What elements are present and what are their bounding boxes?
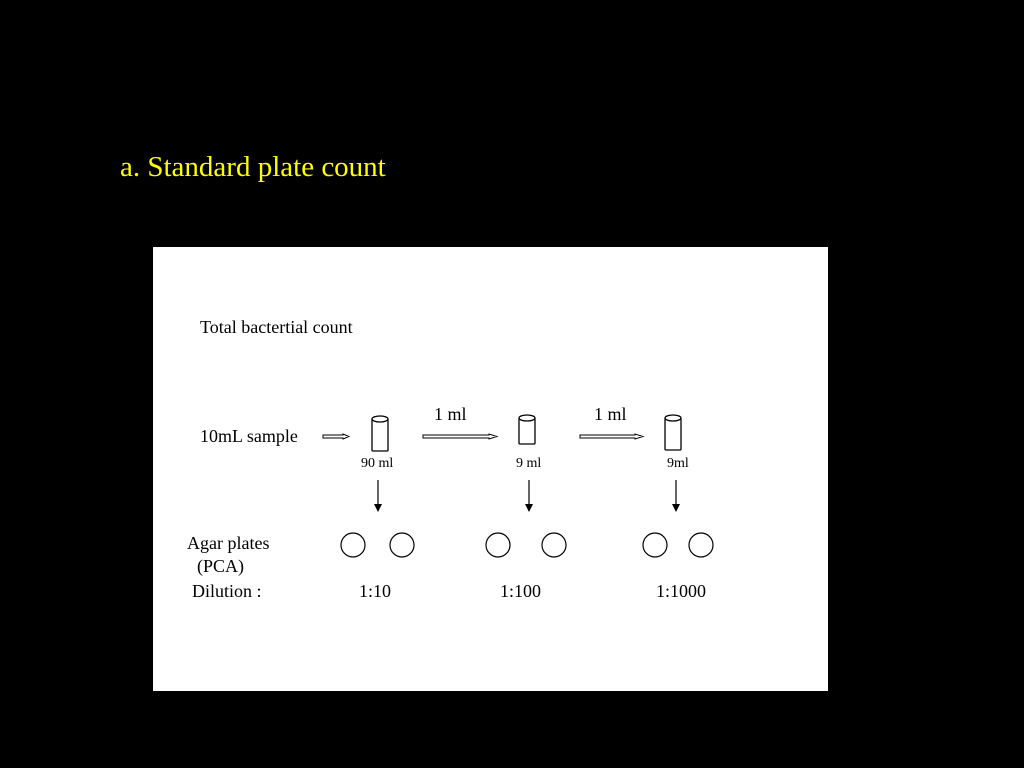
plates-label-line1: Agar plates [187,533,270,553]
agar-plate [542,533,566,557]
dilution-diagram [153,247,828,691]
dilution-label: Dilution : [192,581,262,601]
diagram-panel [153,247,828,691]
diagram-heading: Total bactertial count [200,317,353,337]
dilution-value-2: 1:100 [500,581,542,601]
slide-title: a. Standard plate count [120,151,386,183]
agar-plate [390,533,414,557]
tube-3-volume: 9ml [667,456,689,471]
tube-3 [665,415,681,450]
sample-arrow [323,434,349,439]
sample-label: 10mL sample [200,426,298,446]
agar-plate [689,533,713,557]
plates-label-line2: (PCA) [197,556,245,576]
agar-plate [643,533,667,557]
transfer-label-2: 1 ml [594,404,627,424]
transfer-label-1: 1 ml [434,404,467,424]
tube-2-volume: 9 ml [516,456,542,471]
agar-plate [486,533,510,557]
dilution-value-1: 1:10 [359,581,392,601]
agar-plate [341,533,365,557]
tube-2 [519,415,535,444]
dilution-value-3: 1:1000 [656,581,707,601]
tube-1 [372,416,388,451]
tube-1-volume: 90 ml [361,456,394,471]
transfer-arrow-1 [423,434,497,439]
transfer-arrow-2 [580,434,643,439]
